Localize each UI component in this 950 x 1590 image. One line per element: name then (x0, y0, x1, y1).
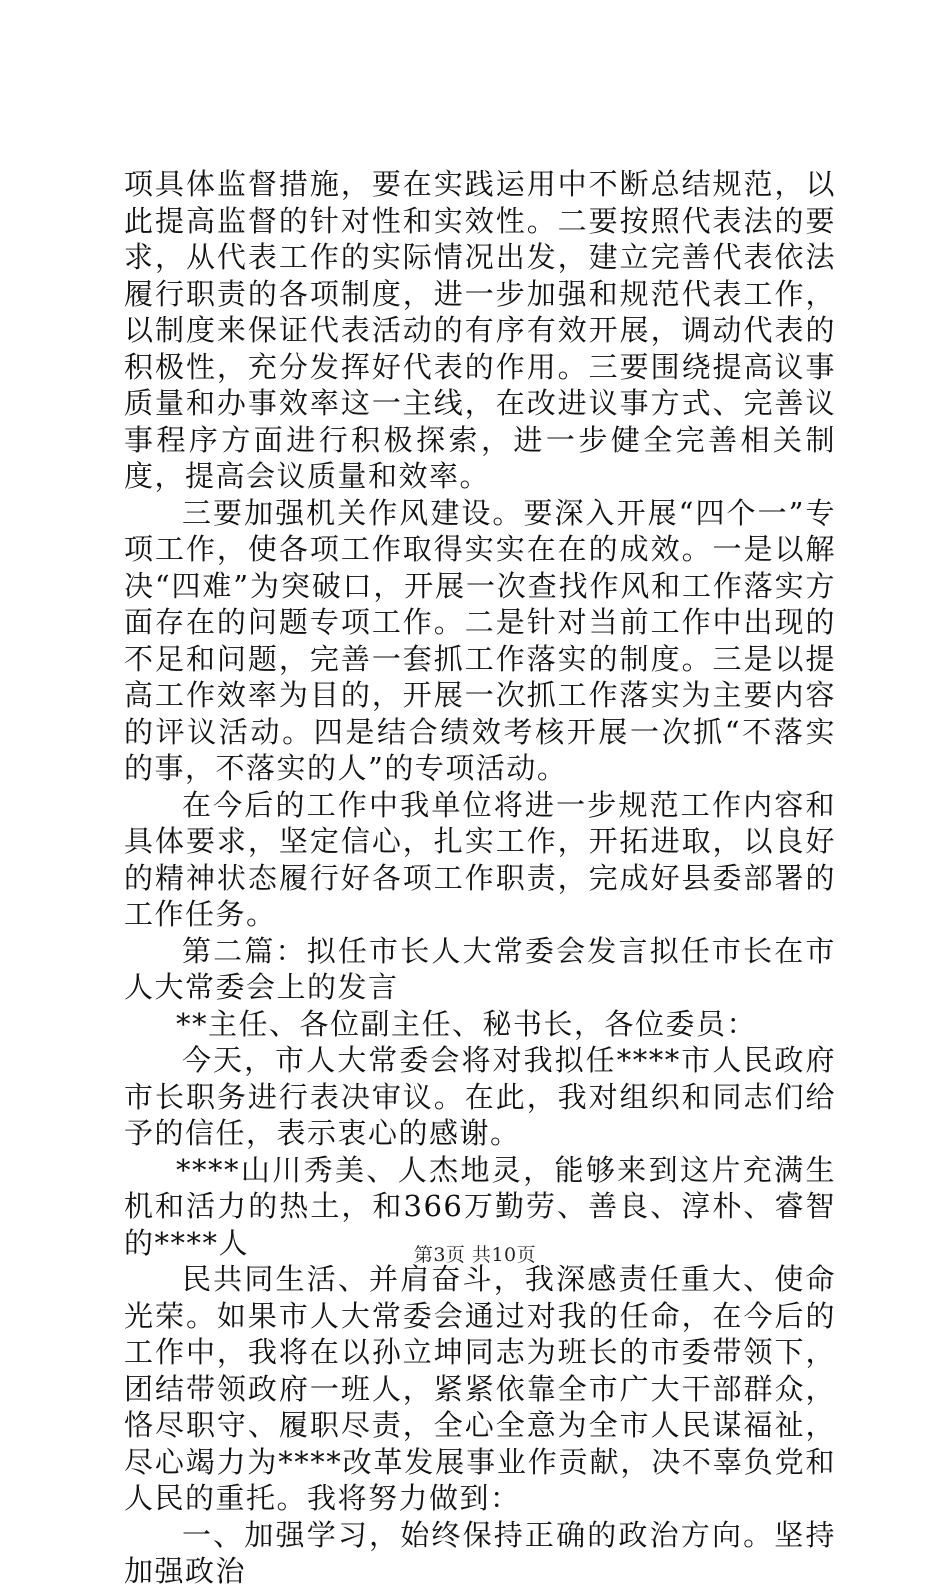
paragraph-commitment: 民共同生活、并肩奋斗，我深感责任重大、使命光荣。如果市人大常委会通过对我的任命，在今后的工作中，我将在以孙立坤同志为班长的市委带领下，团结带领政府一班人，紧紧依靠全市广大干部群众，恪尽职守、履职尽责，全心全意为全市人民谋福祉，尽心竭力为****改革发展事业作贡献，决不辜负党和人民的重托。我将努力做到： (124, 1262, 836, 1515)
paragraph-future-work: 在今后的工作中我单位将进一步规范工作内容和具体要求，坚定信心，扎实工作，开拓进取，以良好的精神状态履行好各项工作职责，完成好县委部署的工作任务。 (124, 787, 836, 931)
section-heading-second-article: 第二篇：拟任市长人大常委会发言拟任市长在市人大常委会上的发言 (124, 933, 836, 1004)
paragraph-point-one: 一、加强学习，始终保持正确的政治方向。坚持加强政治 (124, 1517, 836, 1588)
paragraph-city-intro: ****山川秀美、人杰地灵，能够来到这片充满生机和活力的热土，和366万勤劳、善良、淳朴、睿智的****人 (124, 1152, 836, 1260)
paragraph-opening: 今天，市人大常委会将对我拟任****市人民政府市长职务进行表决审议。在此，我对组织和同志们给予的信任，表示衷心的感谢。 (124, 1043, 836, 1150)
document-body (124, 166, 836, 1590)
paragraph-supervision-measures: 项具体监督措施，要在实践运用中不断总结规范，以此提高监督的针对性和实效性。二要按照代表法的要求，从代表工作的实际情况出发，建立完善代表依法履行职责的各项制度，进一步加强和规范代表工作，以制度来保证代表活动的有序有效开展，调动代表的积极性，充分发挥好代表的作用。三要围绕提高议事质量和办事效率这一主线，在改进议事方式、完善议事程序方面进行积极探索，进一步健全完善相关制度，提高会议质量和效率。 (124, 167, 836, 493)
page-number-footer: 第3页 共10页 (413, 1244, 537, 1266)
paragraph-work-style: 三要加强机关作风建设。要深入开展“四个一”专项工作，使各项工作取得实实在在的成效。一是以解决“四难”为突破口，开展一次查找作风和工作落实方面存在的问题专项工作。二是针对当前工作中出现的不足和问题，完善一套抓工作落实的制度。三是以提高工作效率为目的，开展一次抓工作落实为主要内容的评议活动。四是结合绩效考核开展一次抓“不落实的事，不落实的人”的专项活动。 (124, 495, 836, 785)
salutation: **主任、各位副主任、秘书长，各位委员： (176, 1006, 758, 1041)
